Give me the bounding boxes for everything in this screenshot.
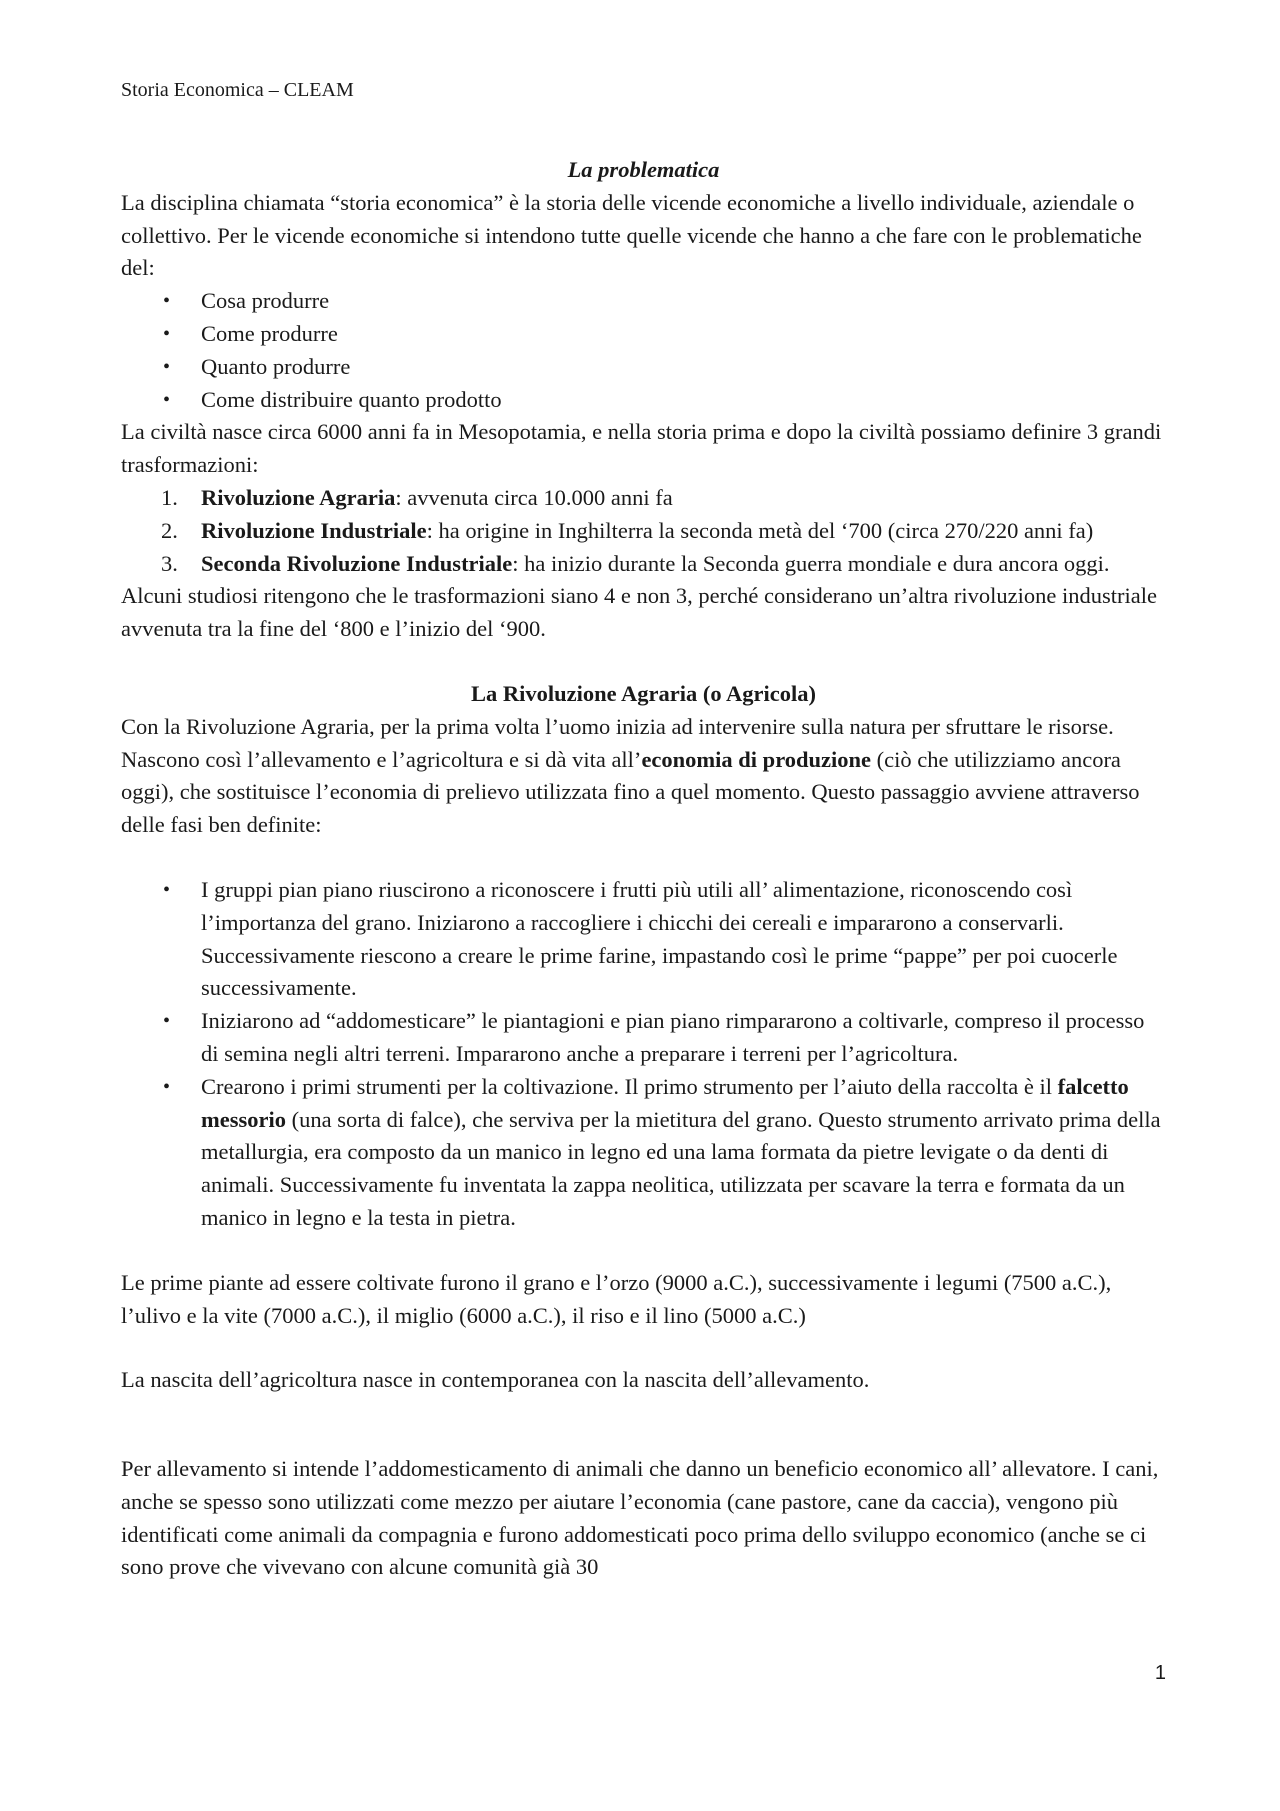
- page-header: Storia Economica – CLEAM: [121, 79, 354, 101]
- list-item: • Iniziarono ad “addomesticare” le piantagioni e pian piano rimpararono a coltivarle, compreso il processo di semina negli altri terreni. Impararono anche a preparare i terreni per l’agricoltura.: [121, 1005, 1166, 1071]
- bullet-icon: •: [163, 1075, 171, 1098]
- paragraph-prime-piante: Le prime piante ad essere coltivate furono il grano e l’orzo (9000 a.C.), successivamente i legumi (7500 a.C.), l’ulivo e la vite (7000 a.C.), il miglio (6000 a.C.), il riso e il lino (5000 a.C.): [121, 1269, 1112, 1328]
- list-item: • I gruppi pian piano riuscirono a riconoscere i frutti più utili all’ alimentazione, riconoscendo così l’importanza del grano. Iniziarono a raccogliere i chicchi dei cereali e impararono a conservarli. Successivamente riescono a creare le prime farine, impastando così le prime “pappe” per poi cuocerle successivamente.: [121, 874, 1166, 1005]
- list-item: • Quanto produrre: [121, 351, 1166, 384]
- list-item: • Crearono i primi strumenti per la coltivazione. Il primo strumento per l’aiuto della raccolta è il falcetto messorio (una sorta di falce), che serviva per la mietitura del grano. Questo strumento arrivato prima della metallurgia, era composto da un manico in legno ed una lama formata da pietre levigate o da denti di animali. Successivamente fu inventata la zappa neolitica, utilizzata per scavare la terra e formata da un manico in legno e la testa in pietra.: [121, 1071, 1166, 1235]
- paragraph-civilta: La civiltà nasce circa 6000 anni fa in Mesopotamia, e nella storia prima e dopo la civiltà possiamo definire 3 grandi trasformazioni:: [121, 419, 1162, 478]
- spacer: [121, 1397, 1166, 1453]
- bullet-icon: •: [163, 290, 171, 313]
- page-number: 1: [1154, 1662, 1166, 1684]
- spacer: [121, 842, 1166, 874]
- list-item: 2. Rivoluzione Industriale: ha origine in Inghilterra la seconda metà del ‘700 (circa 270/220 anni fa): [161, 517, 1094, 543]
- bullet-list-problematiche: [121, 285, 1166, 416]
- document-page: [121, 0, 1166, 1811]
- list-item: 1. Rivoluzione Agraria: avvenuta circa 10.000 anni fa: [161, 484, 673, 510]
- paragraph-intro: La disciplina chiamata “storia economica” è la storia delle vicende economiche a livello individuale, aziendale o collettivo. Per le vicende economiche si intendono tutte quelle vicende che hanno a che fare con le problematiche del:: [121, 189, 1142, 281]
- bullet-icon: •: [163, 322, 171, 345]
- section-title-rivoluzione-agraria: La Rivoluzione Agraria (o Agricola): [471, 680, 816, 706]
- list-item: 3. Seconda Rivoluzione Industriale: ha inizio durante la Seconda guerra mondiale e dura ancora oggi.: [161, 550, 1110, 576]
- page-content: [121, 154, 1166, 1584]
- spacer: [121, 1332, 1166, 1364]
- list-item: • Come produrre: [121, 318, 1166, 351]
- paragraph-rivoluzione-agraria: Con la Rivoluzione Agraria, per la prima volta l’uomo inizia ad intervenire sulla natura per sfruttare le risorse. Nascono così l’allevamento e l’agricoltura e si dà vita all’economia di produzione (ciò che utilizziamo ancora oggi), che sostituisce l’economia di prelievo utilizzata fino a quel momento. Questo passaggio avviene attraverso delle fasi ben definite:: [121, 713, 1140, 838]
- list-item: • Come distribuire quanto prodotto: [121, 384, 1166, 417]
- spacer: [121, 646, 1166, 678]
- bullet-icon: •: [163, 388, 171, 411]
- bullet-icon: •: [163, 355, 171, 378]
- spacer: [121, 1235, 1166, 1267]
- paragraph-allevamento: Per allevamento si intende l’addomesticamento di animali che danno un beneficio economico all’ allevatore. I cani, anche se spesso sono utilizzati come mezzo per aiutare l’economia (cane pastore, cane da caccia), vengono più identificati come animali da compagnia e furono addomesticati poco prima dello sviluppo economico (anche se ci sono prove che vivevano con alcune comunità già 30: [121, 1456, 1159, 1580]
- bullet-icon: •: [163, 1010, 171, 1033]
- list-item: • Cosa produrre: [121, 285, 1166, 318]
- bullet-list-fasi: [121, 874, 1166, 1235]
- paragraph-nascita-agricoltura: La nascita dell’agricoltura nasce in contemporanea con la nascita dell’allevamento.: [121, 1367, 870, 1393]
- bullet-icon: •: [163, 878, 171, 901]
- numbered-list-trasformazioni: [121, 482, 1166, 580]
- paragraph-studiosi: Alcuni studiosi ritengono che le trasformazioni siano 4 e non 3, perché considerano un’altra rivoluzione industriale avvenuta tra la fine del ‘800 e l’inizio del ‘900.: [121, 583, 1157, 642]
- section-title-problematica: La problematica: [567, 157, 720, 182]
